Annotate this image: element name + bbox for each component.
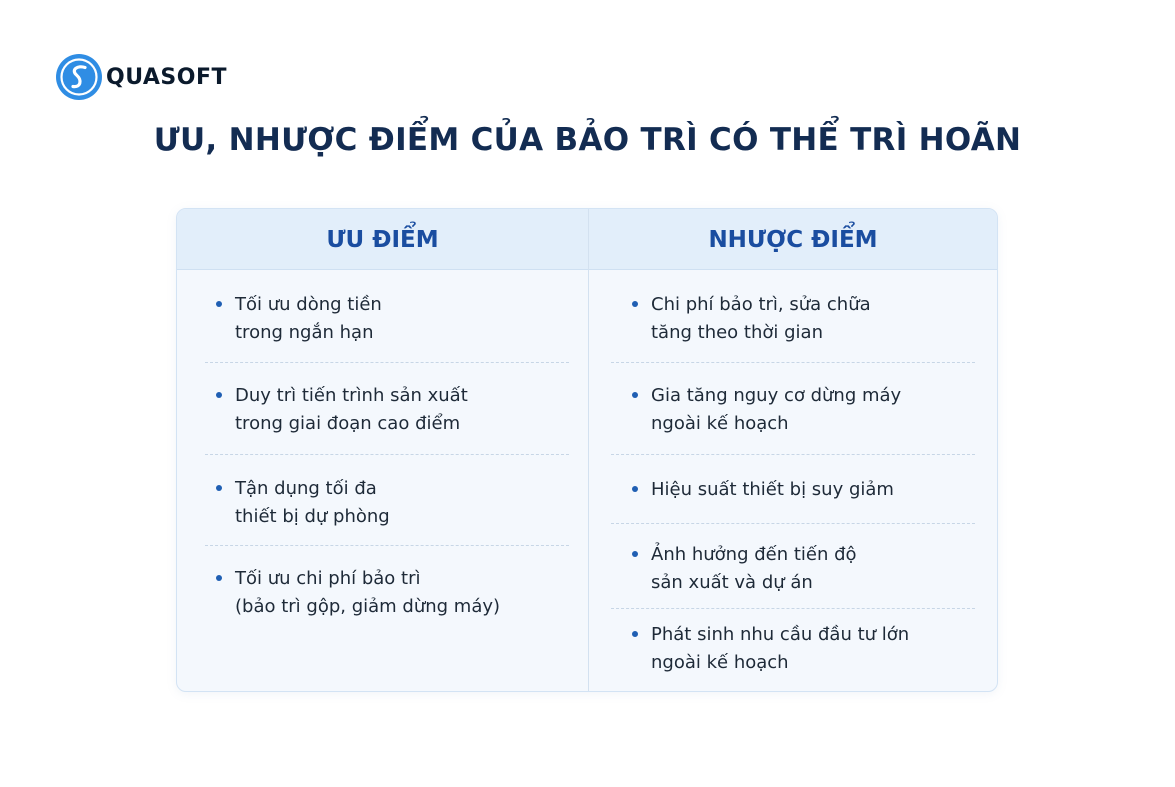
bullet-icon xyxy=(632,551,638,557)
page-title: ƯU, NHƯỢC ĐIỂM CỦA BẢO TRÌ CÓ THỂ TRÌ HOÃN xyxy=(153,122,1022,158)
cons-item-line-2: ngoài kế hoạch xyxy=(651,652,789,673)
row-separator xyxy=(205,454,569,455)
pros-item-text xyxy=(235,475,567,531)
pros-item-line-1: Tối ưu dòng tiền xyxy=(235,294,382,315)
pros-item-line-1: Tối ưu chi phí bảo trì xyxy=(235,568,421,589)
pros-item-line-1: Duy trì tiến trình sản xuất xyxy=(235,385,468,406)
cons-column-header: NHƯỢC ĐIỂM xyxy=(708,227,878,253)
pros-item xyxy=(205,565,567,621)
cons-item xyxy=(621,621,983,677)
pros-item-text xyxy=(235,565,567,621)
cons-item-line-2: tăng theo thời gian xyxy=(651,322,823,343)
cons-item-line-1: Gia tăng nguy cơ dừng máy xyxy=(651,385,902,406)
column-divider xyxy=(588,209,589,692)
pros-item-line-1: Tận dụng tối đa xyxy=(235,478,377,499)
pros-item-line-2: thiết bị dự phòng xyxy=(235,506,390,527)
pros-item-text xyxy=(235,291,567,347)
pros-cons-table xyxy=(176,208,998,692)
pros-item xyxy=(205,291,567,347)
row-separator xyxy=(611,362,975,363)
pros-item xyxy=(205,382,567,438)
bullet-icon xyxy=(632,631,638,637)
cons-item-line-1: Chi phí bảo trì, sửa chữa xyxy=(651,294,871,315)
pros-item-line-2: (bảo trì gộp, giảm dừng máy) xyxy=(235,596,501,617)
cons-item-text xyxy=(651,476,983,504)
row-separator xyxy=(611,523,975,524)
row-separator xyxy=(611,454,975,455)
cons-item-line-2: ngoài kế hoạch xyxy=(651,413,789,434)
pros-item-line-2: trong giai đoạn cao điểm xyxy=(235,413,461,434)
bullet-icon xyxy=(216,485,222,491)
pros-item-line-2: trong ngắn hạn xyxy=(235,322,374,343)
bullet-icon xyxy=(632,301,638,307)
row-separator xyxy=(205,362,569,363)
bullet-icon xyxy=(632,486,638,492)
logo-wordmark: QUASOFT xyxy=(106,64,227,90)
bullet-icon xyxy=(216,575,222,581)
quasoft-logo-icon xyxy=(55,53,103,101)
cons-item-line-1: Ảnh hưởng đến tiến độ xyxy=(651,544,857,565)
pros-column-header: ƯU ĐIỂM xyxy=(326,227,439,253)
bullet-icon xyxy=(632,392,638,398)
bullet-icon xyxy=(216,301,222,307)
cons-item xyxy=(621,291,983,347)
cons-item-text xyxy=(651,382,983,438)
pros-item-text xyxy=(235,382,567,438)
cons-item xyxy=(621,541,983,597)
cons-item-line-2: sản xuất và dự án xyxy=(651,572,813,593)
quasoft-logo xyxy=(55,53,227,101)
cons-item-line-1: Hiệu suất thiết bị suy giảm xyxy=(651,479,894,500)
pros-item xyxy=(205,475,567,531)
cons-item xyxy=(621,382,983,438)
cons-item-text xyxy=(651,541,983,597)
cons-item-text xyxy=(651,291,983,347)
bullet-icon xyxy=(216,392,222,398)
row-separator xyxy=(205,545,569,546)
cons-item-line-1: Phát sinh nhu cầu đầu tư lớn xyxy=(651,624,910,645)
cons-item xyxy=(621,476,983,504)
row-separator xyxy=(611,608,975,609)
cons-item-text xyxy=(651,621,983,677)
